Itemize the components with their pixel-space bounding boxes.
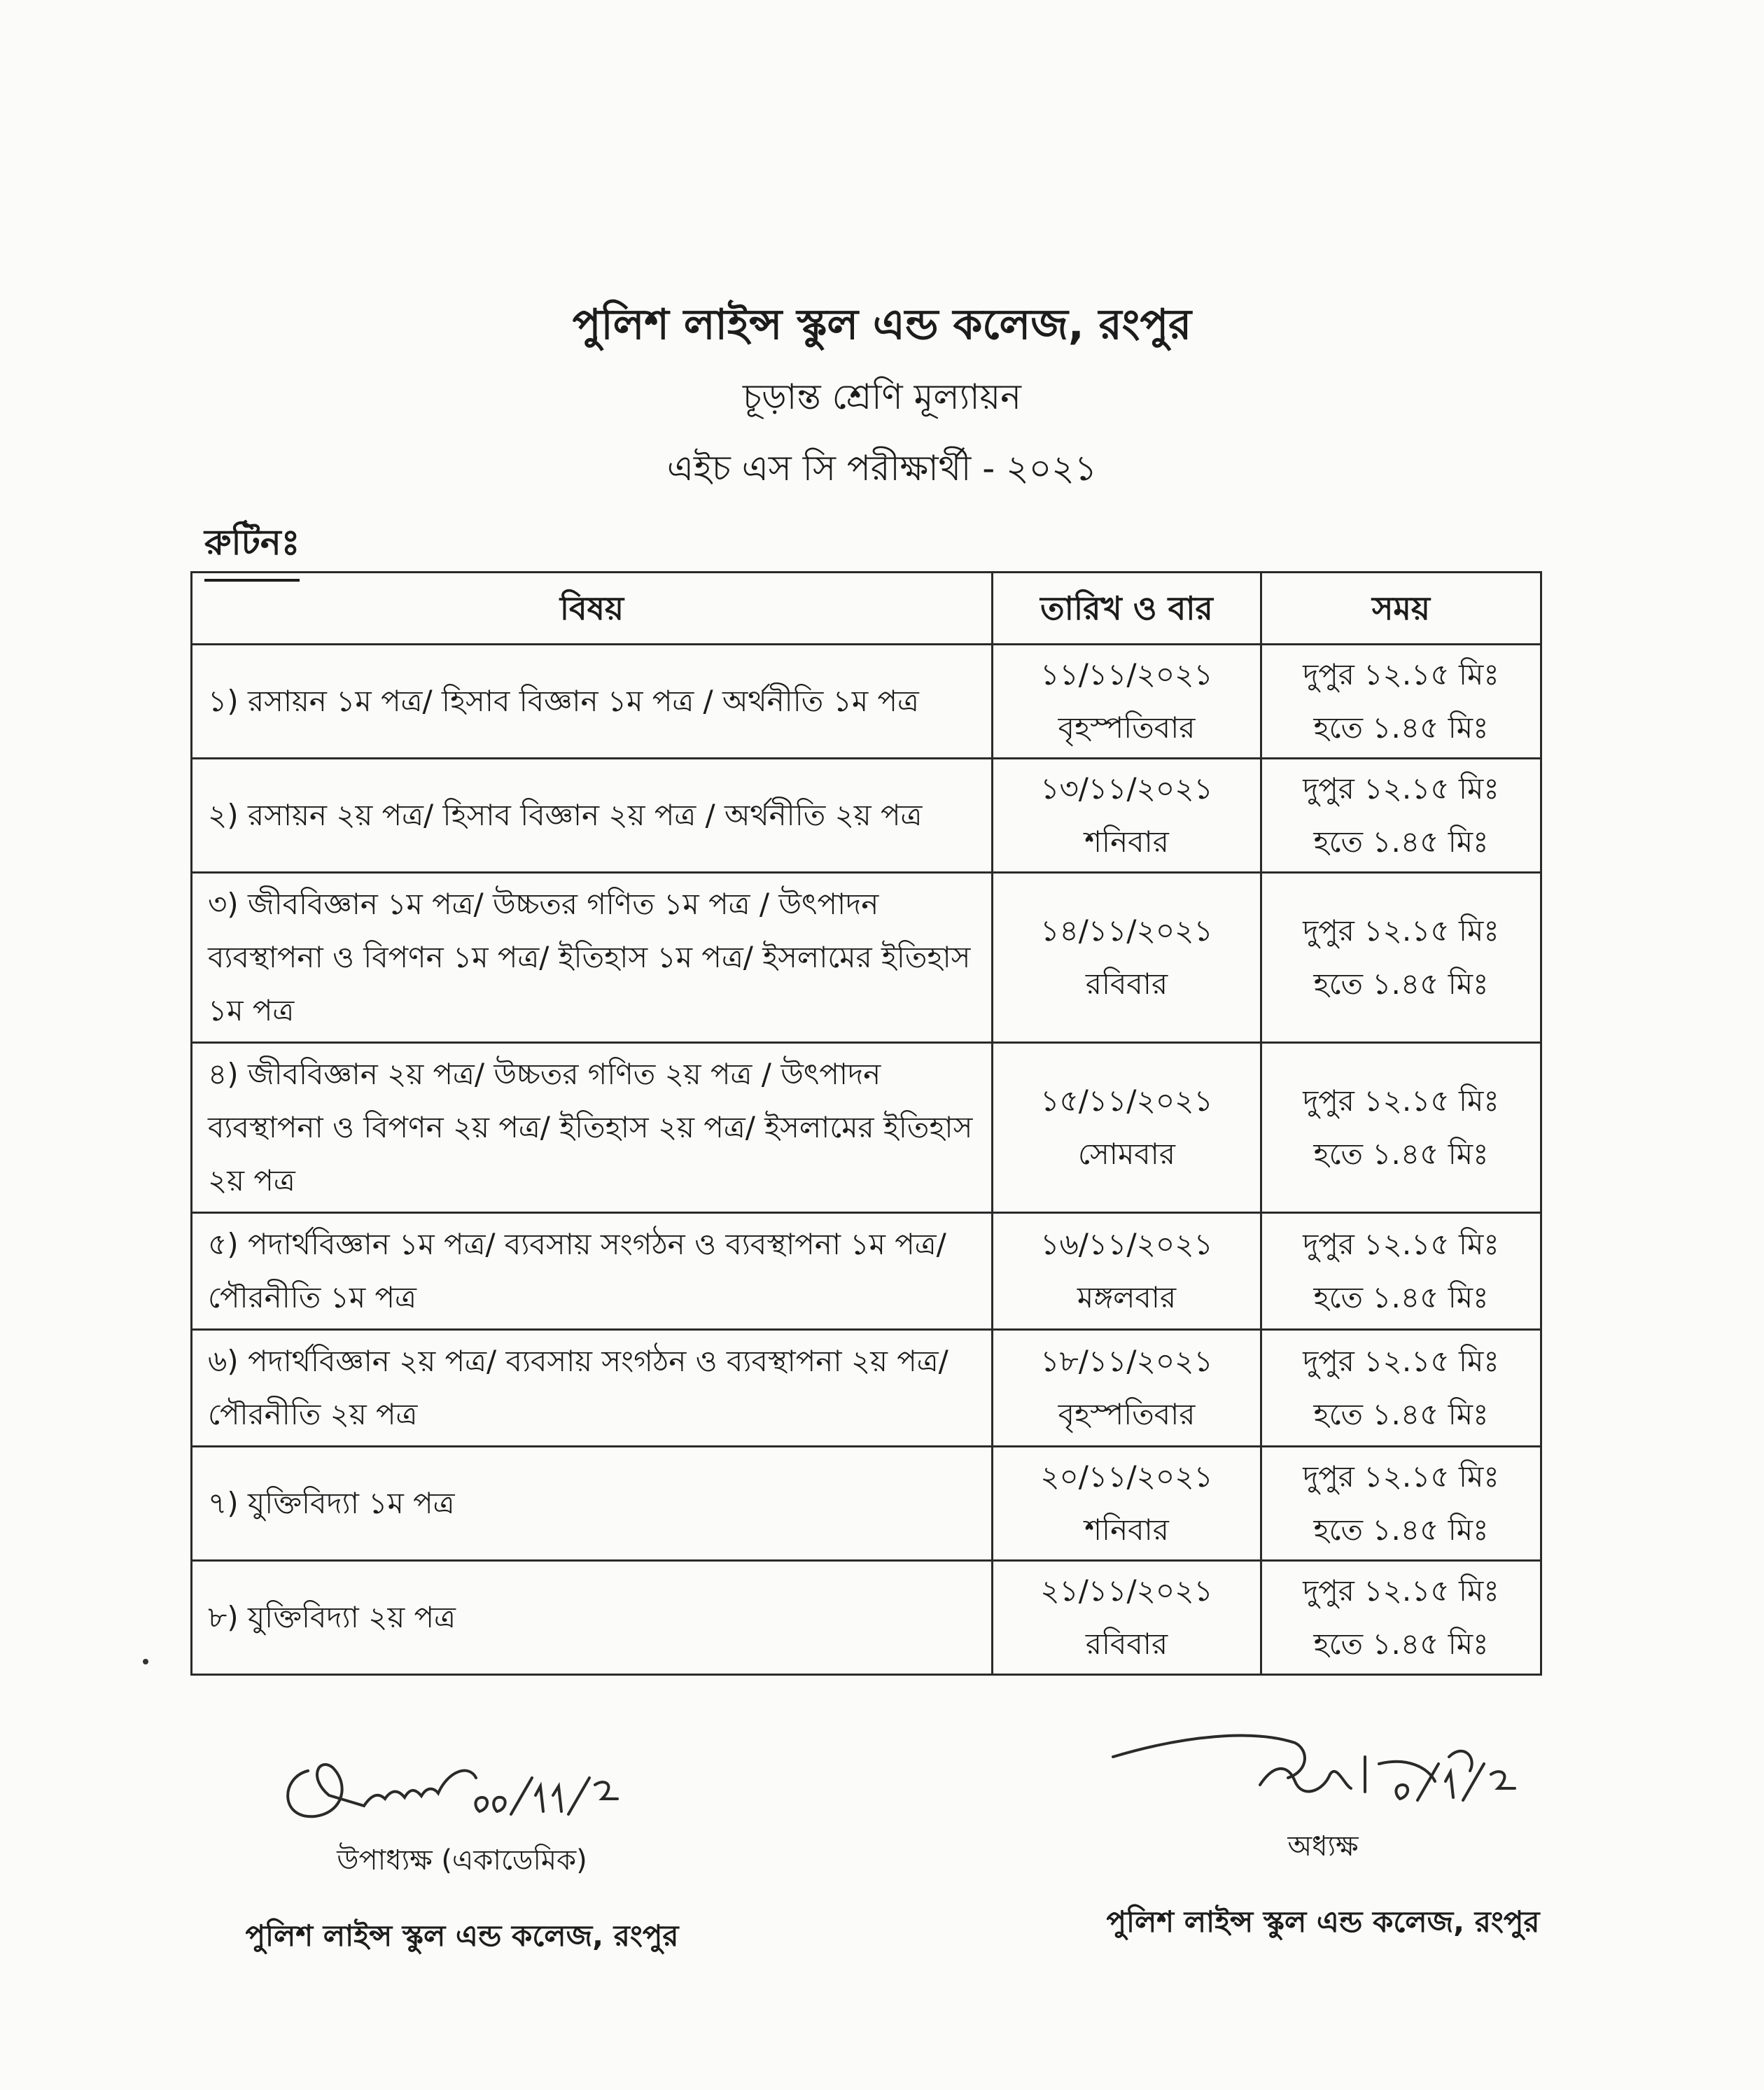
time-to: হতে ১.৪৫ মিঃ — [1313, 710, 1489, 745]
exam-day: রবিবার — [1085, 1627, 1168, 1661]
time-from: দুপুর ১২.১৫ মিঃ — [1303, 913, 1499, 948]
subject-cell: ৪) জীববিজ্ঞান ২য় পত্র/ উচ্চতর গণিত ২য় পত্র / উৎপাদন ব্যবস্থাপনা ও বিপণন ২য় পত্র/ ইতিহাস ২য় পত্র/ ইসলামের ইতিহাস ২য় পত্র — [192, 1043, 993, 1213]
institution-title: পুলিশ লাইন্স স্কুল এন্ড কলেজ, রংপুর — [572, 300, 1192, 349]
time-cell — [1261, 759, 1541, 873]
header-date-day: তারিখ ও বার — [993, 573, 1261, 645]
time-from: দুপুর ১২.১৫ মিঃ — [1303, 771, 1499, 806]
exam-date: ২০/১১/২০২১ — [1040, 1459, 1213, 1494]
exam-day: বৃহস্পতিবার — [1058, 1397, 1196, 1431]
time-cell — [1261, 1043, 1541, 1213]
exam-day: শনিবার — [1084, 825, 1169, 859]
principal-signature — [1099, 1715, 1547, 1820]
time-to: হতে ১.৪৫ মিঃ — [1313, 1280, 1489, 1314]
exam-date: ১৮/১১/২০২১ — [1040, 1344, 1213, 1378]
time-to: হতে ১.৪৫ মিঃ — [1313, 1513, 1489, 1547]
header-subject: বিষয় — [192, 573, 993, 645]
time-cell — [1261, 1330, 1541, 1447]
time-from: দুপুর ১২.১৫ মিঃ — [1303, 1573, 1499, 1608]
time-to: হতে ১.৪৫ মিঃ — [1313, 1627, 1489, 1661]
vice-principal-signature-block — [196, 1729, 728, 1963]
principal-signature-block — [1050, 1715, 1596, 1949]
exam-day: বৃহস্পতিবার — [1058, 710, 1196, 745]
table-row — [192, 759, 1541, 873]
subject-cell: ১) রসায়ন ১ম পত্র/ হিসাব বিজ্ঞান ১ম পত্র / অর্থনীতি ১ম পত্র — [192, 645, 993, 759]
exam-date: ১৫/১১/২০২১ — [1040, 1083, 1213, 1118]
subject-cell: ২) রসায়ন ২য় পত্র/ হিসাব বিজ্ঞান ২য় পত্র / অর্থনীতি ২য় পত্র — [192, 759, 993, 873]
exam-date: ১৩/১১/২০২১ — [1040, 771, 1213, 806]
exam-title: এইচ এস সি পরীক্ষার্থী - ২০২১ — [666, 448, 1098, 489]
subject-cell: ৮) যুক্তিবিদ্যা ২য় পত্র — [192, 1561, 993, 1675]
time-from: দুপুর ১২.১৫ মিঃ — [1303, 1227, 1499, 1261]
date-cell — [993, 1043, 1261, 1213]
time-to: হতে ১.৪৫ মিঃ — [1313, 1137, 1489, 1171]
date-cell — [993, 1213, 1261, 1330]
vice-principal-designation: উপাধ্যক্ষ (একাডেমিক) — [337, 1844, 587, 1877]
date-cell — [993, 1561, 1261, 1675]
vice-principal-signature — [266, 1729, 658, 1834]
exam-day: রবিবার — [1085, 967, 1168, 1001]
table-row — [192, 1213, 1541, 1330]
date-cell — [993, 1330, 1261, 1447]
subject-cell: ৫) পদার্থবিজ্ঞান ১ম পত্র/ ব্যবসায় সংগঠন ও ব্যবস্থাপনা ১ম পত্র/ পৌরনীতি ১ম পত্র — [192, 1213, 993, 1330]
exam-date: ১১/১১/২০২১ — [1040, 657, 1213, 692]
principal-designation: অধ্যক্ষ — [1287, 1830, 1359, 1863]
routine-table — [190, 571, 1542, 1676]
time-to: হতে ১.৪৫ মিঃ — [1313, 1397, 1489, 1431]
date-cell — [993, 1447, 1261, 1561]
time-from: দুপুর ১২.১৫ মিঃ — [1303, 1344, 1499, 1378]
table-row — [192, 1561, 1541, 1675]
date-cell — [993, 759, 1261, 873]
table-row — [192, 645, 1541, 759]
date-cell — [993, 873, 1261, 1043]
table-header-row — [192, 573, 1541, 645]
exam-date: ১৬/১১/২০২১ — [1040, 1227, 1213, 1261]
table-row — [192, 1330, 1541, 1447]
header-time: সময় — [1261, 573, 1541, 645]
ink-dot — [143, 1659, 148, 1664]
exam-date: ১৪/১১/২০২১ — [1040, 913, 1213, 948]
time-from: দুপুর ১২.১৫ মিঃ — [1303, 657, 1499, 692]
exam-day: মঙ্গলবার — [1077, 1280, 1177, 1314]
table-row — [192, 1447, 1541, 1561]
time-cell — [1261, 1561, 1541, 1675]
exam-day: শনিবার — [1084, 1513, 1169, 1547]
time-from: দুপুর ১২.১৫ মিঃ — [1303, 1459, 1499, 1494]
date-cell — [993, 645, 1261, 759]
time-to: হতে ১.৪৫ মিঃ — [1313, 825, 1489, 859]
time-cell — [1261, 873, 1541, 1043]
time-cell — [1261, 1447, 1541, 1561]
exam-date: ২১/১১/২০২১ — [1040, 1573, 1213, 1608]
routine-label: রুটিনঃ — [204, 517, 300, 582]
subject-cell: ৬) পদার্থবিজ্ঞান ২য় পত্র/ ব্যবসায় সংগঠন ও ব্যবস্থাপনা ২য় পত্র/ পৌরনীতি ২য় পত্র — [192, 1330, 993, 1447]
table-row — [192, 873, 1541, 1043]
vice-principal-institution: পুলিশ লাইন্স স্কুল এন্ড কলেজ, রংপুর — [245, 1919, 679, 1953]
assessment-title: চূড়ান্ত শ্রেণি মূল্যায়ন — [743, 377, 1021, 417]
time-to: হতে ১.৪৫ মিঃ — [1313, 967, 1489, 1001]
principal-institution: পুলিশ লাইন্স স্কুল এন্ড কলেজ, রংপুর — [1106, 1905, 1540, 1939]
subject-cell: ৭) যুক্তিবিদ্যা ১ম পত্র — [192, 1447, 993, 1561]
time-cell — [1261, 645, 1541, 759]
subject-cell: ৩) জীববিজ্ঞান ১ম পত্র/ উচ্চতর গণিত ১ম পত্র / উৎপাদন ব্যবস্থাপনা ও বিপণন ১ম পত্র/ ইতিহাস ১ম পত্র/ ইসলামের ইতিহাস ১ম পত্র — [192, 873, 993, 1043]
table-row — [192, 1043, 1541, 1213]
time-from: দুপুর ১২.১৫ মিঃ — [1303, 1083, 1499, 1118]
time-cell — [1261, 1213, 1541, 1330]
exam-day: সোমবার — [1078, 1137, 1175, 1171]
